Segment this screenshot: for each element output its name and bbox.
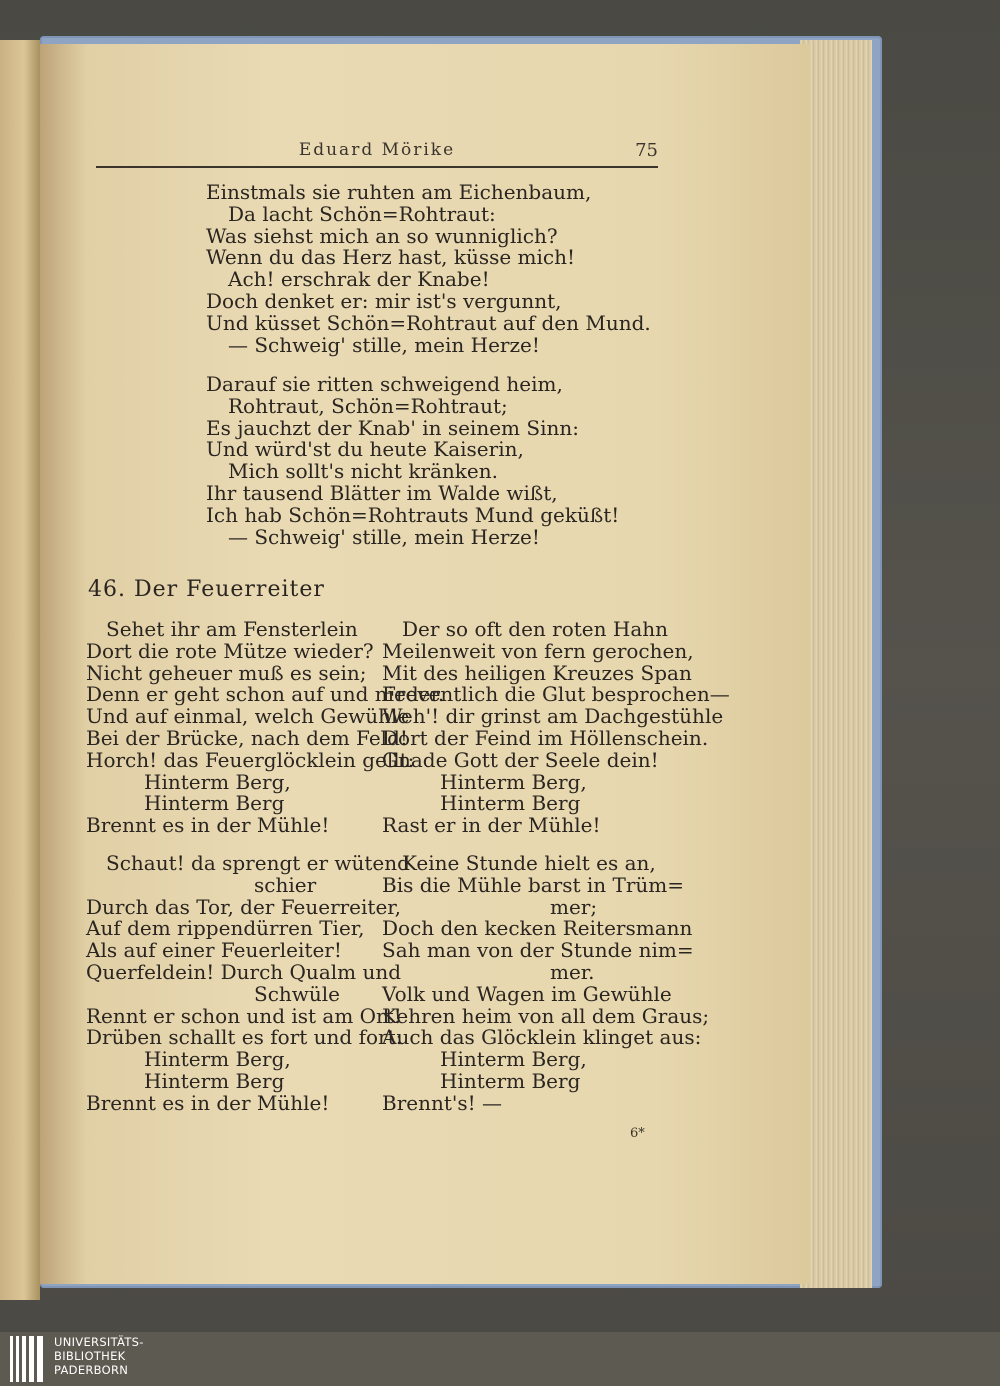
verse-line: Es jauchzt der Knab' in seinem Sinn: — [206, 415, 579, 440]
header-title: Eduard Mörike — [298, 140, 456, 160]
verse-line: Der so oft den roten Hahn — [402, 617, 669, 641]
verse-line: Mit des heiligen Kreuzes Span — [382, 660, 692, 685]
verse-line: Meilenweit von fern gerochen, — [382, 638, 694, 663]
verse-line: Brennt es in der Mühle! — [86, 813, 330, 838]
header-rule — [96, 166, 658, 168]
verse-line: Schaut! da sprengt er wütend — [106, 851, 410, 875]
verse-line: Sah man von der Stunde nim= — [382, 938, 694, 963]
verse-line: Und küsset Schön=Rohtraut auf den Mund. — [206, 310, 651, 335]
verse-line: Ich hab Schön=Rohtrauts Mund geküßt! — [206, 502, 620, 527]
verse-line: Horch! das Feuerglöcklein gellt: — [86, 747, 415, 772]
verse-line: Bis die Mühle barst in Trüm= — [382, 872, 685, 897]
verse-line: Durch das Tor, der Feuerreiter, — [86, 894, 402, 919]
verse-line: Darauf sie ritten schweigend heim, — [206, 372, 563, 396]
verse-line: Gnade Gott der Seele dein! — [382, 747, 659, 772]
verse-line: Doch den kecken Reitersmann — [382, 916, 693, 941]
verse-line: Rohtraut, Schön=Rohtraut; — [228, 393, 508, 418]
verse-line: Drüben schallt es fort und fort: — [86, 1025, 403, 1050]
verse-line: Hinterm Berg — [144, 1068, 285, 1093]
verse-line: — Schweig' stille, mein Herze! — [228, 524, 540, 549]
verse-line: Auch das Glöcklein klinget aus: — [382, 1025, 702, 1050]
running-header — [96, 140, 658, 168]
verse-line: Auf dem rippendürren Tier, — [86, 916, 365, 941]
poem1-stanza1 — [206, 182, 651, 356]
verse-line: — Schweig' stille, mein Herze! — [228, 332, 540, 357]
feuerreiter-col2-stanza1 — [382, 619, 730, 837]
verse-line: Kehren heim von all dem Graus; — [382, 1003, 710, 1028]
verse-line: Dort die rote Mütze wieder? — [86, 638, 374, 663]
verse-line: Hinterm Berg, — [440, 1047, 587, 1072]
library-footer — [0, 1332, 1000, 1386]
verse-line: Hinterm Berg — [440, 1068, 581, 1093]
library-logo-icon — [10, 1336, 50, 1382]
verse-line: Ach! erschrak der Knabe! — [228, 267, 490, 292]
verse-line: Denn er geht schon auf und nieder. — [86, 682, 445, 707]
verse-line: Und würd'st du heute Kaiserin, — [206, 437, 524, 462]
verse-line: Schwüle — [254, 981, 341, 1006]
verse-line: Freventlich die Glut besprochen— — [382, 682, 730, 707]
verse-line: Hinterm Berg — [440, 791, 581, 816]
verse-line: Und auf einmal, welch Gewühle — [86, 704, 410, 729]
verse-line: Keine Stunde hielt es an, — [402, 851, 656, 875]
verse-line: Volk und Wagen im Gewühle — [382, 981, 672, 1006]
verse-line: Was siehst mich an so wunniglich? — [206, 223, 558, 248]
poem-heading: 46. Der Feuerreiter — [88, 577, 325, 602]
verse-line: Rast er in der Mühle! — [382, 813, 601, 838]
verse-line: Sehet ihr am Fensterlein — [106, 617, 358, 641]
verse-line: Mich sollt's nicht kränken. — [228, 459, 498, 484]
verse-line: Bei der Brücke, nach dem Feld! — [86, 725, 408, 750]
logo-line: PADERBORN — [54, 1363, 129, 1377]
verse-line: Brennt's! — — [382, 1090, 503, 1115]
verse-line: Hinterm Berg, — [440, 769, 587, 794]
verse-line: Weh'! dir grinst am Dachgestühle — [382, 704, 724, 729]
verse-line: Als auf einer Feuerleiter! — [86, 938, 342, 963]
logo-line: UNIVERSITÄTS- — [54, 1335, 144, 1349]
poem1-stanza2 — [206, 374, 619, 548]
verse-line: Da lacht Schön=Rohtraut: — [228, 201, 496, 226]
library-logo-text — [54, 1335, 144, 1377]
verse-line: Rennt er schon und ist am Ort! — [86, 1003, 402, 1028]
verse-line: Querfeldein! Durch Qualm und — [86, 959, 402, 984]
feuerreiter-col2-stanza2 — [382, 853, 709, 1115]
verse-line: Hinterm Berg, — [144, 769, 291, 794]
verse-line: Brennt es in der Mühle! — [86, 1090, 330, 1115]
verse-line: Doch denket er: mir ist's vergunnt, — [206, 288, 562, 313]
page-edges — [800, 40, 872, 1288]
page-number: 75 — [635, 140, 658, 161]
verse-line: Ihr tausend Blätter im Walde wißt, — [206, 480, 558, 505]
verse-line: Nicht geheuer muß es sein; — [86, 660, 367, 685]
verse-line: Dort der Feind im Höllenschein. — [382, 725, 709, 750]
left-page-edge — [0, 40, 40, 1300]
feuerreiter-col1-stanza2 — [86, 853, 410, 1115]
signature-mark: 6* — [630, 1126, 645, 1141]
verse-line: mer; — [550, 894, 598, 919]
logo-line: BIBLIOTHEK — [54, 1349, 126, 1363]
verse-line: schier — [254, 872, 317, 897]
verse-line: Hinterm Berg, — [144, 1047, 291, 1072]
book-page — [40, 44, 810, 1284]
verse-line: Wenn du das Herz hast, küsse mich! — [206, 245, 576, 270]
verse-line: mer. — [550, 959, 595, 984]
verse-line: Hinterm Berg — [144, 791, 285, 816]
verse-line: Einstmals sie ruhten am Eichenbaum, — [206, 180, 592, 204]
